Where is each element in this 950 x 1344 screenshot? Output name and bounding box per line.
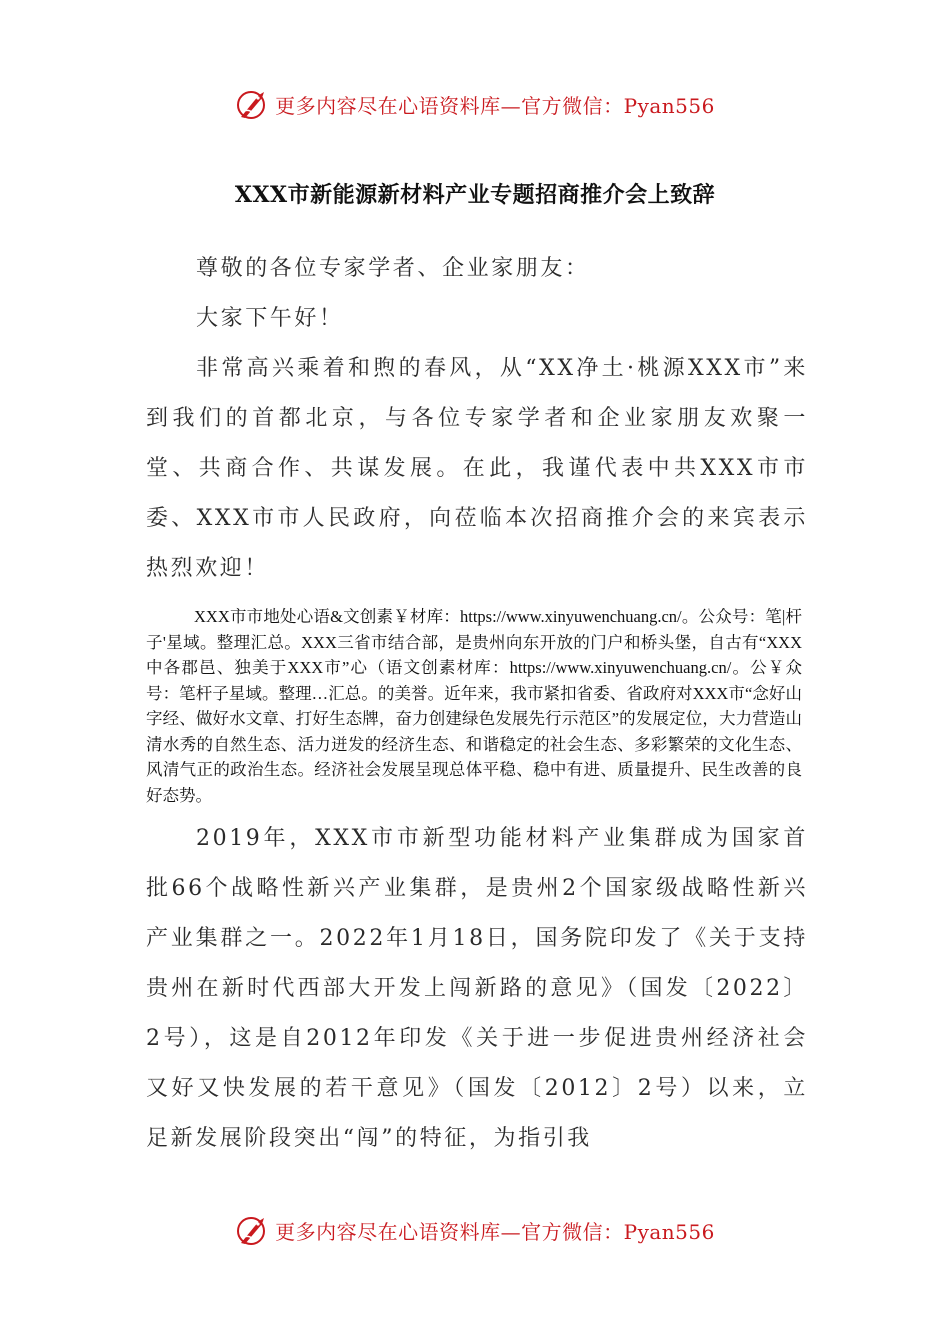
inserted-watermark-paragraph: XXX市市地处心语&文创素￥材库：https://www.xinyuwenchuang.cn/。公众号：笔|杆子'星域。整理汇总。XXX三省市结合部，是贵州向东开放的门户和桥头堡，自古有“XXX中各郡邑、独美于XXX市”心（语文创素材库：https://www.xinyuwenchuang.cn/。公￥众号：笔杆子星域。整理…汇总。的美誉。近年来，我市紧扣省委、省政府对XXX市“念好山字经、做好水文章、打好生态牌，奋力创建绿色发展先行示范区”的发展定位，大力营造山清水秀的自然生态、活力迸发的经济生态、和谐稳定的社会生态、多彩繁荣的文化生态、风清气正的政治生态。经济社会发展呈现总体平稳、稳中有进、质量提升、民生改善的良好态势。 [146,607,802,805]
pen-nib-circle-icon [235,1213,269,1247]
document-title: XXX市新能源新材料产业专题招商推介会上致辞 [234,182,716,208]
pen-nib-circle-icon [235,87,269,121]
footer-banner-text: 更多内容尽在心语资料库—官方微信：Pyan556 [275,1219,715,1244]
footer-banner [0,1210,950,1250]
salutation-paragraph: 尊敬的各位专家学者、企业家朋友： [196,256,590,281]
footer-banner-inner [235,1213,715,1247]
header-banner [0,84,950,124]
greeting-paragraph: 大家下午好！ [196,306,344,331]
welcome-paragraph: 非常高兴乘着和煦的春风，从“XX净土·桃源XXX市”来到我们的首都北京，与各位专家学者和企业家朋友欢聚一堂、共商合作、共谋发展。在此，我谨代表中共XXX市市委、XXX市市人民政府，向莅临本次招商推介会的来宾表示热烈欢迎！ [146,356,808,581]
header-banner-inner [235,87,715,121]
header-banner-text: 更多内容尽在心语资料库—官方微信：Pyan556 [275,93,715,118]
document-body [146,244,808,1164]
industry-cluster-paragraph: 2019年，XXX市市新型功能材料产业集群成为国家首批66个战略性新兴产业集群，是贵州2个国家级战略性新兴产业集群之一。2022年1月18日，国务院印发了《关于支持贵州在新时代西部大开发上闯新路的意见》（国发〔2022〕2号），这是自2012年印发《关于进一步促进贵州经济社会又好又快发展的若干意见》（国发〔2012〕2号）以来，立足新发展阶段突出“闯”的特征，为指引我 [146,826,808,1151]
